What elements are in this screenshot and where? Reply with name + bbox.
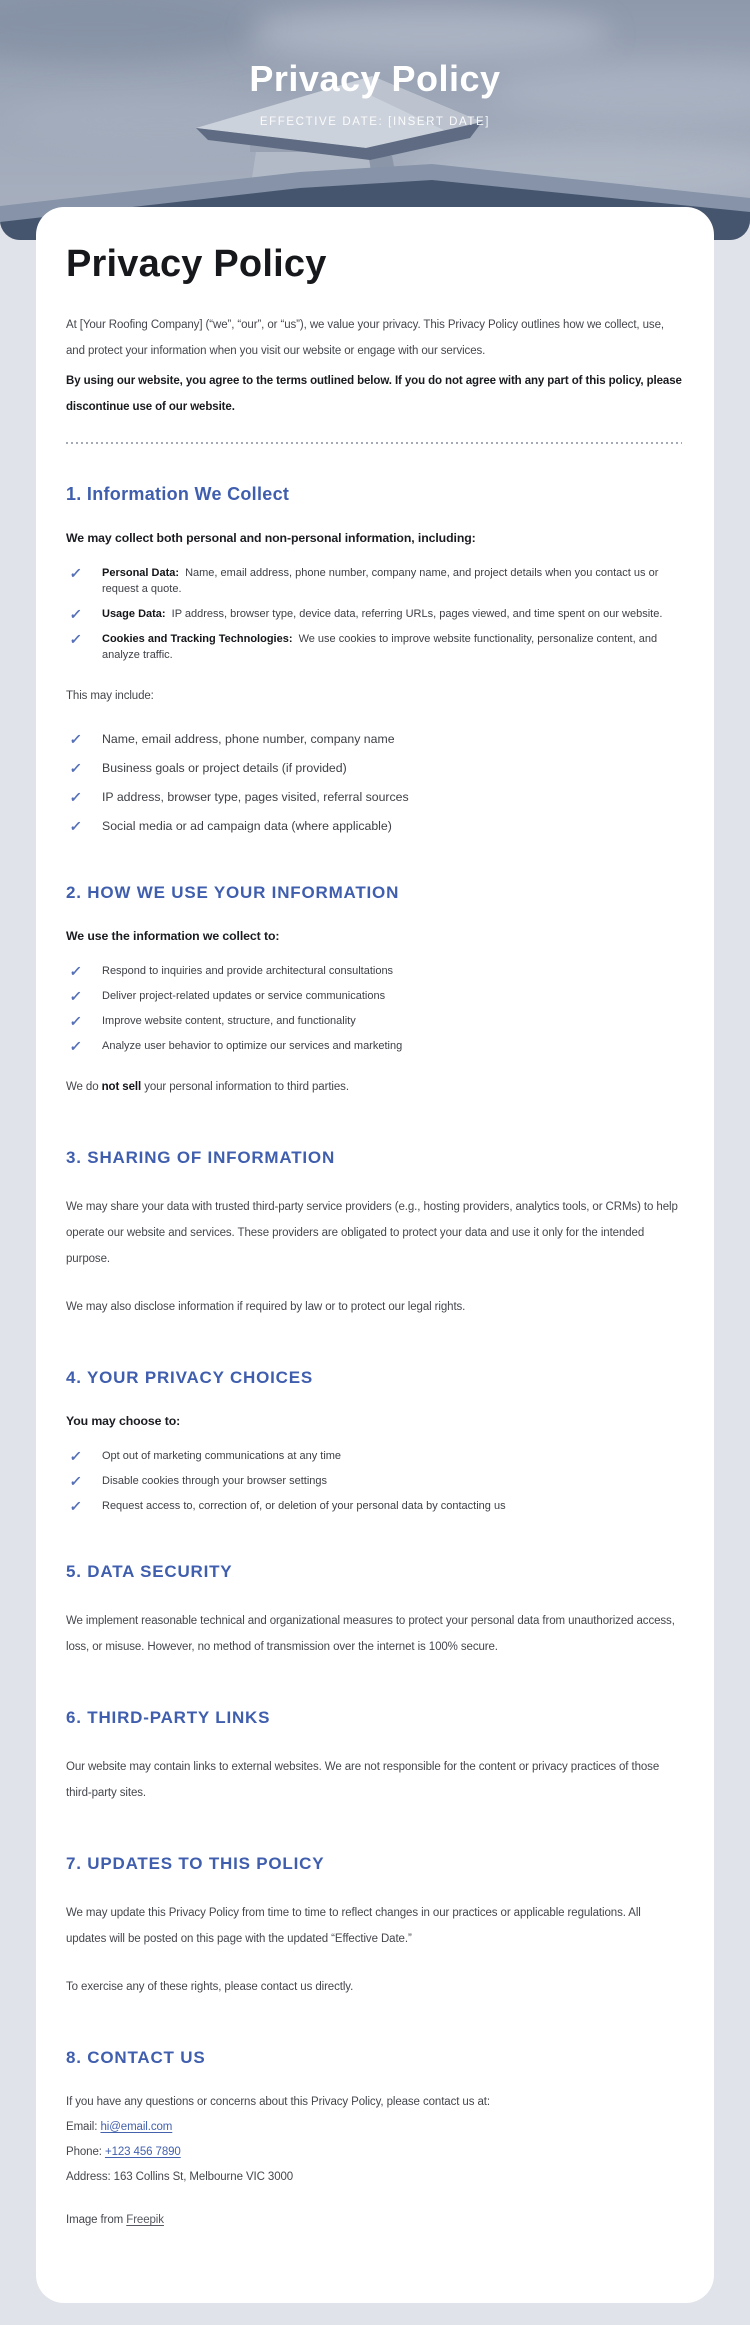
section-body: [66, 1194, 682, 1320]
policy-section: [66, 883, 682, 1100]
checklist-item-text: Improve website content, structure, and functionality: [102, 1015, 356, 1027]
section-body: [66, 2094, 682, 2229]
paragraph: We implement reasonable technical and organizational measures to protect your personal data from unauthorized access, loss, or misuse. However, no method of transmission over the internet is 100% secure.: [66, 1615, 675, 1653]
contact-address-line: Address: 163 Collins St, Melbourne VIC 3000: [66, 2171, 294, 2183]
section-lead: You may choose to:: [66, 1414, 181, 1428]
checklist-item-text: Name, email address, phone number, company name: [102, 732, 395, 746]
checkmark-icon: ✓: [68, 1448, 83, 1464]
checkmark-icon: ✓: [68, 731, 83, 747]
section-heading: 5. DATA SECURITY: [66, 1562, 233, 1581]
checklist-item-text: Respond to inquiries and provide architectural consultations: [102, 965, 394, 977]
paragraph: We may update this Privacy Policy from time to time to reflect changes in our practices or applicable regulations. All updates will be posted on this page with the updated “Effective Date.”: [66, 1907, 641, 1945]
checklist-item: [66, 963, 682, 979]
checklist-item-text: Opt out of marketing communications at any time: [102, 1450, 342, 1462]
checkmark-icon: ✓: [68, 1013, 83, 1029]
checklist-item: [66, 988, 682, 1004]
checklist-item-text: Social media or ad campaign data (where applicable): [102, 819, 392, 833]
checklist-item-text: Request access to, correction of, or deletion of your personal data by contacting us: [102, 1500, 506, 1512]
checklist-item: [66, 606, 682, 622]
section-heading: 7. UPDATES TO THIS POLICY: [66, 1854, 325, 1873]
freepik-link[interactable]: Freepik: [126, 2214, 164, 2226]
intro-paragraph: At [Your Roofing Company] (“we”, “our”, or “us”), we value your privacy. This Privacy Policy outlines how we collect, use, and protect your information when you visit our website or engage with our services.: [66, 319, 664, 357]
checklist-item: [66, 1038, 682, 1054]
checkmark-icon: ✓: [68, 760, 83, 776]
policy-section: [66, 1854, 682, 2000]
section-heading: 8. CONTACT US: [66, 2048, 206, 2067]
checklist: [66, 565, 682, 663]
checklist-item-text: Analyze user behavior to optimize our services and marketing: [102, 1040, 403, 1052]
checklist: [66, 731, 682, 835]
checkmark-icon: ✓: [68, 565, 83, 581]
paragraph: To exercise any of these rights, please contact us directly.: [66, 1981, 354, 1993]
checklist-item-text: Usage Data: IP address, browser type, device data, referring URLs, pages viewed, and time spent on our website.: [102, 608, 663, 620]
section-heading: 6. THIRD-PARTY LINKS: [66, 1708, 271, 1727]
checklist: [66, 1448, 682, 1514]
checkmark-icon: ✓: [68, 988, 83, 1004]
checkmark-icon: ✓: [68, 1473, 83, 1489]
checklist-item-text: Disable cookies through your browser settings: [102, 1475, 328, 1487]
checklist-item-text: IP address, browser type, pages visited, referral sources: [102, 790, 409, 804]
section-heading: 4. YOUR PRIVACY CHOICES: [66, 1368, 314, 1387]
section-body: [66, 929, 682, 1100]
policy-card: [36, 207, 714, 2303]
policy-section: [66, 2048, 682, 2229]
checklist-item-text: Cookies and Tracking Technologies: We use cookies to improve website functionality, personalize content, and analyze traffic.: [102, 633, 658, 661]
image-credit: Image from Freepik: [66, 2214, 164, 2226]
checklist-item: [66, 565, 682, 597]
policy-section: [66, 1562, 682, 1660]
checklist-item: [66, 731, 682, 748]
intro-bold-paragraph: By using our website, you agree to the terms outlined below. If you do not agree with any part of this policy, please discontinue use of our website.: [66, 375, 682, 413]
checklist-item: [66, 760, 682, 777]
policy-section: [66, 1368, 682, 1514]
policy-section: [66, 484, 682, 835]
section-heading: 2. HOW WE USE YOUR INFORMATION: [66, 883, 400, 902]
checkmark-icon: ✓: [68, 1498, 83, 1514]
checklist: [66, 963, 682, 1054]
checklist-item: [66, 631, 682, 663]
section-body: [66, 1414, 682, 1514]
checkmark-icon: ✓: [68, 606, 83, 622]
hero-title: Privacy Policy: [249, 58, 501, 99]
hero-banner: [0, 0, 750, 240]
checkmark-icon: ✓: [68, 963, 83, 979]
checklist-item-text: Deliver project-related updates or service communications: [102, 990, 386, 1002]
section-lead: We may collect both personal and non-personal information, including:: [66, 531, 476, 545]
page-title: Privacy Policy: [66, 243, 327, 285]
checklist-item-text: Business goals or project details (if provided): [102, 761, 347, 775]
paragraph: We may also disclose information if required by law or to protect our legal rights.: [66, 1301, 466, 1313]
contact-email-line: Email: hi@email.com: [66, 2121, 173, 2133]
section-body: [66, 1608, 682, 1660]
paragraph: If you have any questions or concerns about this Privacy Policy, please contact us at:: [66, 2096, 490, 2108]
section-heading: 3. SHARING OF INFORMATION: [66, 1148, 336, 1167]
dotted-divider: [66, 442, 682, 444]
checklist-item: [66, 1448, 682, 1464]
checkmark-icon: ✓: [68, 818, 83, 834]
checkmark-icon: ✓: [68, 1038, 83, 1054]
phone-link[interactable]: +123 456 7890: [104, 2146, 181, 2158]
section-heading: 1. Information We Collect: [66, 484, 290, 504]
paragraph: We may share your data with trusted third-party service providers (e.g., hosting providers, analytics tools, or CRMs) to help operate our website and services. These providers are obligated to protect your data and use it only for the intended purpose.: [66, 1201, 678, 1265]
contact-phone-line: Phone: +123 456 7890: [66, 2146, 181, 2158]
checklist-item: [66, 818, 682, 835]
section-lead: We use the information we collect to:: [66, 929, 280, 943]
section-body: [66, 1900, 682, 2000]
section-body: [66, 1754, 682, 1806]
hero-effective-date: EFFECTIVE DATE: [INSERT DATE]: [259, 116, 491, 128]
sections-container: [66, 484, 682, 2229]
checklist-item: [66, 789, 682, 806]
section-body: [66, 531, 682, 835]
policy-section: [66, 1708, 682, 1806]
checkmark-icon: ✓: [68, 789, 83, 805]
checklist-item: [66, 1498, 682, 1514]
no-sell-note: We do not sell your personal information to third parties.: [66, 1081, 349, 1093]
paragraph: This may include:: [66, 690, 154, 702]
email-link[interactable]: hi@email.com: [100, 2121, 173, 2133]
checkmark-icon: ✓: [68, 631, 83, 647]
paragraph: Our website may contain links to external websites. We are not responsible for the content or privacy practices of those third-party sites.: [66, 1761, 660, 1799]
policy-section: [66, 1148, 682, 1320]
checklist-item: [66, 1473, 682, 1489]
checklist-item: [66, 1013, 682, 1029]
checklist-item-text: Personal Data: Name, email address, phone number, company name, and project details when you contact us or request a quote.: [102, 567, 659, 595]
